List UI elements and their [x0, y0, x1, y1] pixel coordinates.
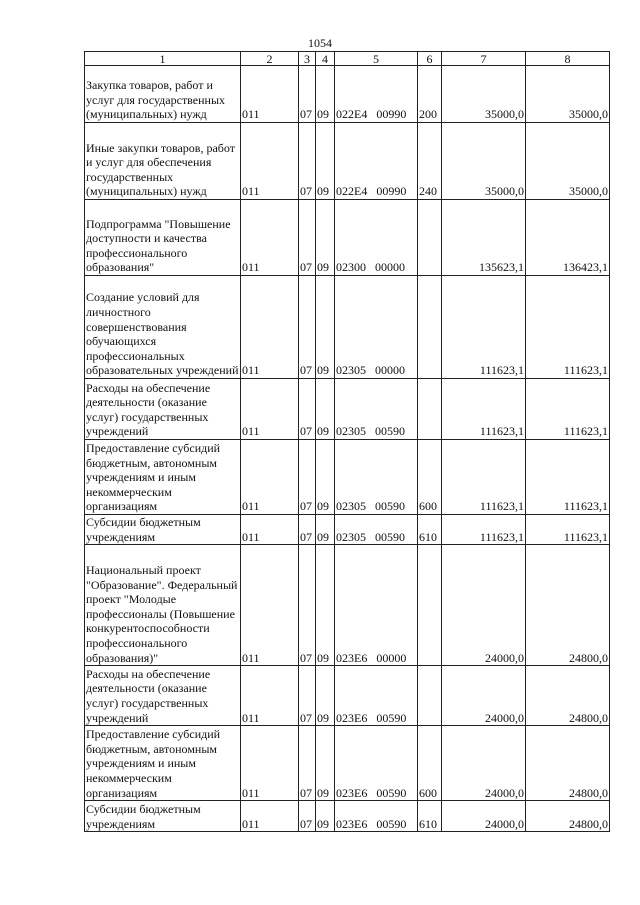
sum-year1-cell: 24000,0	[442, 666, 526, 726]
table-row	[85, 801, 610, 832]
subsection-cell: 09	[316, 545, 335, 666]
target-article-cell: 023Е6 00590	[335, 666, 418, 726]
column-header: 5	[335, 52, 418, 66]
ministry-code-cell: 011	[241, 66, 299, 123]
ministry-code-cell: 011	[241, 545, 299, 666]
section-cell: 07	[299, 545, 316, 666]
subsection-cell: 09	[316, 440, 335, 515]
row-name-cell: Субсидии бюджетным учреждениям	[85, 515, 241, 545]
sum-year1-cell: 24000,0	[442, 726, 526, 801]
section-cell: 07	[299, 379, 316, 440]
section-cell: 07	[299, 123, 316, 200]
table-row	[85, 379, 610, 440]
expense-type-cell: 240	[418, 123, 442, 200]
sum-year2-cell: 136423,1	[526, 200, 610, 276]
section-cell: 07	[299, 440, 316, 515]
target-article-cell: 022Е4 00990	[335, 123, 418, 200]
table-row	[85, 666, 610, 726]
target-article-cell: 02305 00000	[335, 276, 418, 379]
subsection-cell: 09	[316, 123, 335, 200]
section-cell: 07	[299, 276, 316, 379]
expense-type-cell	[418, 666, 442, 726]
ministry-code-cell: 011	[241, 440, 299, 515]
subsection-cell: 09	[316, 379, 335, 440]
ministry-code-cell: 011	[241, 200, 299, 276]
ministry-code-cell: 011	[241, 515, 299, 545]
row-name-cell: Создание условий для личностного совершенствования обучающихся профессиональных образовательных учреждений	[85, 276, 241, 379]
table-row	[85, 440, 610, 515]
sum-year1-cell: 35000,0	[442, 66, 526, 123]
sum-year2-cell: 24800,0	[526, 666, 610, 726]
ministry-code-cell: 011	[241, 123, 299, 200]
row-name-cell: Подпрограмма "Повышение доступности и качества профессионального образования"	[85, 200, 241, 276]
column-header: 6	[418, 52, 442, 66]
sum-year2-cell: 111623,1	[526, 440, 610, 515]
sum-year1-cell: 111623,1	[442, 276, 526, 379]
column-header: 8	[526, 52, 610, 66]
subsection-cell: 09	[316, 276, 335, 379]
expense-type-cell	[418, 200, 442, 276]
target-article-cell: 022Е4 00990	[335, 66, 418, 123]
subsection-cell: 09	[316, 726, 335, 801]
column-header: 1	[85, 52, 241, 66]
subsection-cell: 09	[316, 200, 335, 276]
ministry-code-cell: 011	[241, 801, 299, 832]
table-row	[85, 515, 610, 545]
sum-year1-cell: 35000,0	[442, 123, 526, 200]
ministry-code-cell: 011	[241, 666, 299, 726]
expense-type-cell: 610	[418, 801, 442, 832]
sum-year2-cell: 111623,1	[526, 515, 610, 545]
sum-year2-cell: 24800,0	[526, 726, 610, 801]
sum-year1-cell: 24000,0	[442, 801, 526, 832]
table-row	[85, 545, 610, 666]
section-cell: 07	[299, 801, 316, 832]
sum-year1-cell: 111623,1	[442, 515, 526, 545]
column-header: 2	[241, 52, 299, 66]
target-article-cell: 023Е6 00590	[335, 726, 418, 801]
section-cell: 07	[299, 200, 316, 276]
budget-table	[84, 51, 610, 832]
ministry-code-cell: 011	[241, 726, 299, 801]
expense-type-cell	[418, 545, 442, 666]
subsection-cell: 09	[316, 515, 335, 545]
section-cell: 07	[299, 66, 316, 123]
table-row	[85, 726, 610, 801]
target-article-cell: 02300 00000	[335, 200, 418, 276]
expense-type-cell: 600	[418, 726, 442, 801]
column-header: 3	[299, 52, 316, 66]
ministry-code-cell: 011	[241, 276, 299, 379]
subsection-cell: 09	[316, 801, 335, 832]
table-row	[85, 276, 610, 379]
expense-type-cell: 200	[418, 66, 442, 123]
target-article-cell: 02305 00590	[335, 440, 418, 515]
row-name-cell: Предоставление субсидий бюджетным, автономным учреждениям и иным некоммерческим организациям	[85, 726, 241, 801]
table-header-row	[85, 52, 610, 66]
row-name-cell: Предоставление субсидий бюджетным, автономным учреждениям и иным некоммерческим организациям	[85, 440, 241, 515]
subsection-cell: 09	[316, 66, 335, 123]
section-cell: 07	[299, 515, 316, 545]
table-row	[85, 200, 610, 276]
section-cell: 07	[299, 666, 316, 726]
sum-year2-cell: 35000,0	[526, 66, 610, 123]
sum-year1-cell: 135623,1	[442, 200, 526, 276]
sum-year2-cell: 111623,1	[526, 379, 610, 440]
expense-type-cell	[418, 379, 442, 440]
column-header: 4	[316, 52, 335, 66]
row-name-cell: Субсидии бюджетным учреждениям	[85, 801, 241, 832]
column-header: 7	[442, 52, 526, 66]
sum-year1-cell: 111623,1	[442, 440, 526, 515]
row-name-cell: Национальный проект "Образование". Федеральный проект "Молодые профессионалы (Повышение конкурентоспособности профессионального образования)"	[85, 545, 241, 666]
row-name-cell: Расходы на обеспечение деятельности (оказание услуг) государственных учреждений	[85, 379, 241, 440]
ministry-code-cell: 011	[241, 379, 299, 440]
row-name-cell: Расходы на обеспечение деятельности (оказание услуг) государственных учреждений	[85, 666, 241, 726]
sum-year1-cell: 111623,1	[442, 379, 526, 440]
sum-year2-cell: 24800,0	[526, 545, 610, 666]
section-cell: 07	[299, 726, 316, 801]
subsection-cell: 09	[316, 666, 335, 726]
target-article-cell: 02305 00590	[335, 515, 418, 545]
sum-year2-cell: 35000,0	[526, 123, 610, 200]
row-name-cell: Иные закупки товаров, работ и услуг для обеспечения государственных (муниципальных) нужд	[85, 123, 241, 200]
sum-year2-cell: 111623,1	[526, 276, 610, 379]
sum-year1-cell: 24000,0	[442, 545, 526, 666]
page-number: 1054	[308, 36, 332, 50]
table-row	[85, 123, 610, 200]
table-row	[85, 66, 610, 123]
row-name-cell: Закупка товаров, работ и услуг для государственных (муниципальных) нужд	[85, 66, 241, 123]
expense-type-cell: 610	[418, 515, 442, 545]
target-article-cell: 023Е6 00590	[335, 801, 418, 832]
sum-year2-cell: 24800,0	[526, 801, 610, 832]
expense-type-cell	[418, 276, 442, 379]
expense-type-cell: 600	[418, 440, 442, 515]
target-article-cell: 02305 00590	[335, 379, 418, 440]
target-article-cell: 023Е6 00000	[335, 545, 418, 666]
